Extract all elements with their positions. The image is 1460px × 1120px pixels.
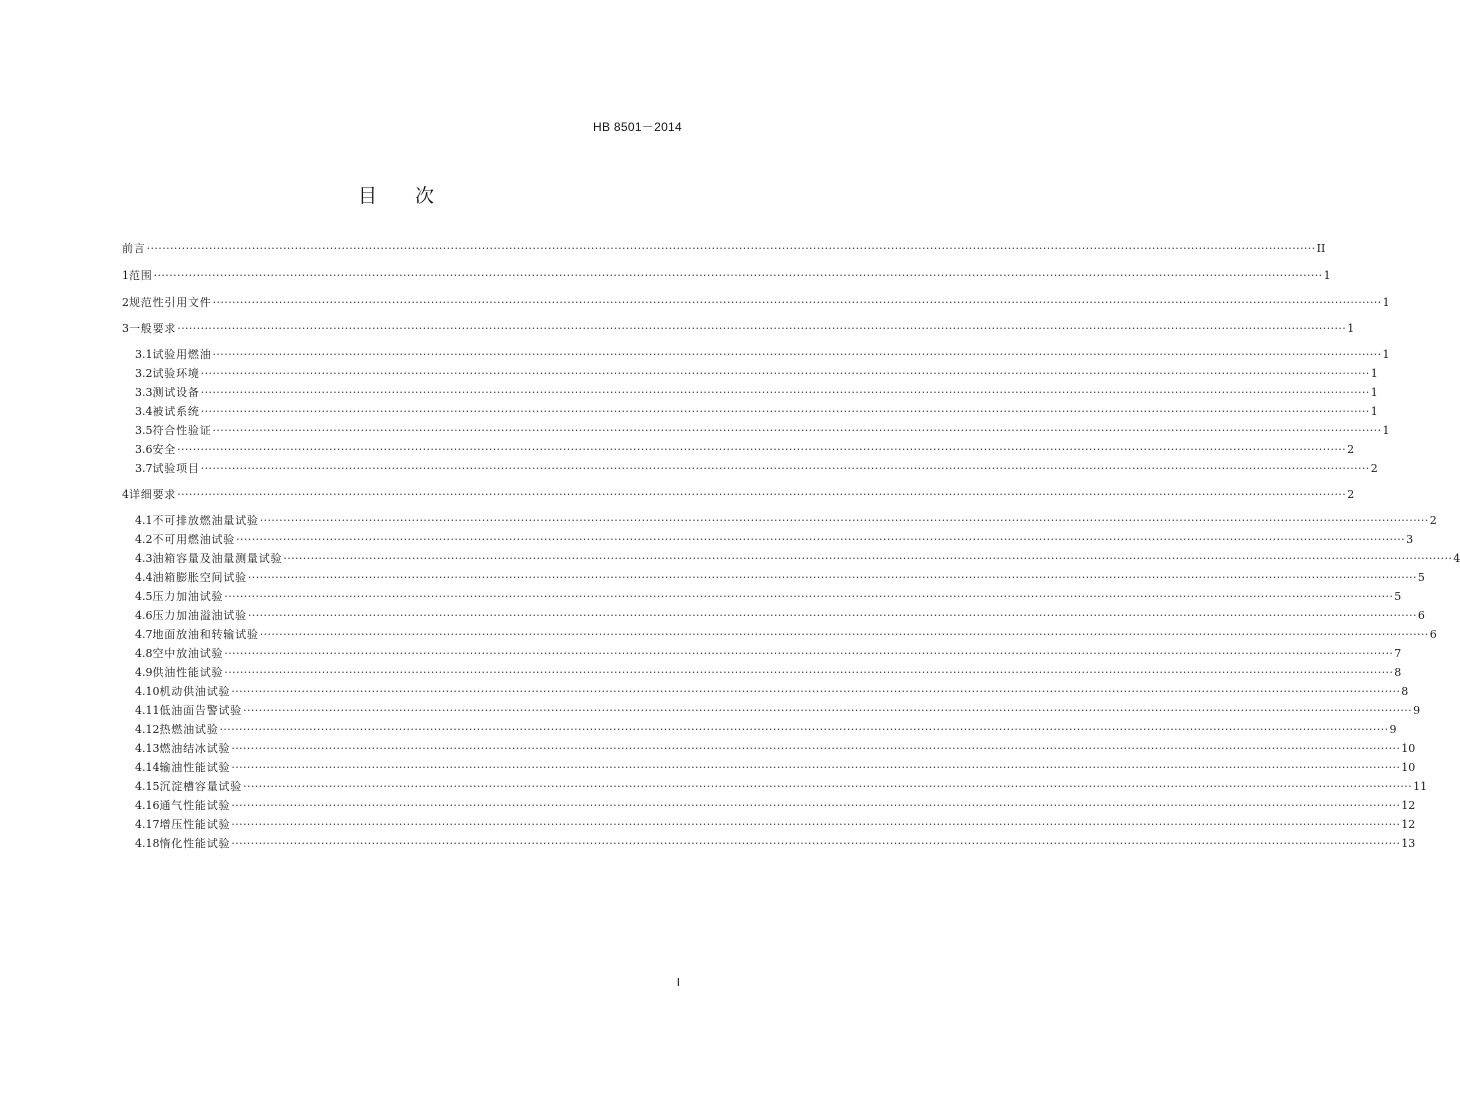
- toc-entry-label: 惰化性能试验: [159, 837, 231, 850]
- toc-leader-dots: ············································································································································································································································································································: [236, 533, 1406, 546]
- toc-entry-page: 2: [1347, 488, 1355, 501]
- toc-entry[interactable]: [135, 588, 1402, 604]
- toc-entry-page: 8: [1401, 685, 1409, 698]
- toc-entry[interactable]: [135, 346, 1390, 362]
- toc-entry-number: 4.18: [135, 837, 160, 850]
- toc-entry-page: 1: [1347, 322, 1355, 335]
- toc-entry[interactable]: [135, 835, 1416, 851]
- toc-entry-page: 11: [1413, 780, 1428, 793]
- toc-entry[interactable]: [135, 460, 1378, 476]
- toc-entry[interactable]: [135, 759, 1416, 775]
- page-number: I: [676, 976, 680, 989]
- toc-entry[interactable]: [135, 531, 1414, 547]
- toc-entry-number: 4.12: [135, 723, 160, 736]
- toc-entry-number: 3.7: [135, 462, 153, 475]
- toc-leader-dots: ············································································································································································································································································································: [231, 818, 1401, 831]
- toc-entry-page: 6: [1417, 609, 1425, 622]
- toc-entry-page: 1: [1370, 367, 1378, 380]
- toc-entry-page: 5: [1394, 590, 1402, 603]
- toc-leader-dots: ············································································································································································································································································································: [243, 704, 1413, 717]
- toc-leader-dots: ············································································································································································································································································································: [224, 666, 1394, 679]
- toc-entry-number: 4.5: [135, 590, 153, 603]
- toc-leader-dots: ············································································································································································································································································································: [247, 609, 1417, 622]
- page-title: 目次: [357, 185, 472, 207]
- toc-entry-number: 3: [122, 322, 129, 335]
- toc-entry[interactable]: [135, 441, 1355, 457]
- document-code: HB 8501－2014: [593, 120, 682, 134]
- toc-entry-number: 4.6: [135, 609, 153, 622]
- toc-entry-number: 4.9: [135, 666, 153, 679]
- toc-entry-page: 8: [1394, 666, 1402, 679]
- toc-entry-label: 压力加油溢油试验: [152, 609, 247, 622]
- toc-entry-page: II: [1316, 242, 1326, 255]
- toc-entry-page: 1: [1382, 424, 1390, 437]
- toc-entry[interactable]: [135, 721, 1397, 737]
- toc-entry-label: 沉淀槽容量试验: [159, 780, 243, 793]
- toc-leader-dots: ············································································································································································································································································································: [247, 571, 1417, 584]
- toc-entry-number: 4.13: [135, 742, 160, 755]
- toc-leader-dots: ············································································································································································································································································································: [231, 685, 1401, 698]
- toc-leader-dots: ············································································································································································································································································································: [231, 742, 1401, 755]
- toc-leader-dots: ············································································································································································································································································································: [212, 424, 1382, 437]
- toc-entry-number: 4.8: [135, 647, 153, 660]
- toc-entry-page: 3: [1406, 533, 1414, 546]
- toc-entry-label: 压力加油试验: [152, 590, 224, 603]
- toc-entry-label: 低油面告警试验: [159, 704, 243, 717]
- toc-entry-page: 6: [1429, 628, 1437, 641]
- toc-entry-number: 4.2: [135, 533, 153, 546]
- toc-entry-number: 4.10: [135, 685, 160, 698]
- toc-entry[interactable]: [135, 626, 1437, 642]
- toc-entry-number: 4.11: [135, 704, 160, 717]
- toc-leader-dots: ············································································································································································································································································································: [231, 837, 1401, 850]
- toc-entry-label: 不可排放燃油量试验: [152, 514, 259, 527]
- toc-entry-label: 试验环境: [152, 367, 200, 380]
- toc-entry-label: 前言: [122, 242, 146, 255]
- toc-entry-label: 油箱容量及油量测量试验: [152, 552, 283, 565]
- toc-entry[interactable]: [135, 607, 1425, 623]
- toc-entry-number: 4.16: [135, 799, 160, 812]
- toc-entry[interactable]: [135, 683, 1409, 699]
- toc-leader-dots: ············································································································································································································································································································: [224, 590, 1394, 603]
- toc-entry-label: 油箱膨胀空间试验: [152, 571, 247, 584]
- toc-entry-number: 3.6: [135, 443, 153, 456]
- toc-entry-page: 9: [1413, 704, 1421, 717]
- toc-entry-page: 2: [1429, 514, 1437, 527]
- toc-entry-number: 4: [122, 488, 129, 501]
- toc-entry-label: 热燃油试验: [159, 723, 219, 736]
- toc-leader-dots: ············································································································································································································································································································: [259, 628, 1429, 641]
- toc-entry[interactable]: [122, 294, 1390, 310]
- toc-entry-page: 1: [1370, 386, 1378, 399]
- toc-entry-number: 3.2: [135, 367, 153, 380]
- toc-entry-label: 不可用燃油试验: [152, 533, 236, 546]
- toc-entry-page: 9: [1389, 723, 1397, 736]
- toc-entry[interactable]: [135, 816, 1416, 832]
- toc-leader-dots: ············································································································································································································································································································: [259, 514, 1429, 527]
- toc-leader-dots: ············································································································································································································································································································: [231, 761, 1401, 774]
- toc-entry-label: 试验项目: [152, 462, 200, 475]
- toc-entry-number: 3.3: [135, 386, 153, 399]
- toc-entry[interactable]: [122, 267, 1331, 283]
- toc-entry-label: 空中放油试验: [152, 647, 224, 660]
- toc-entry[interactable]: [135, 403, 1378, 419]
- toc-leader-dots: ············································································································································································································································································································: [243, 780, 1413, 793]
- toc-leader-dots: ············································································································································································································································································································: [212, 296, 1382, 309]
- toc-entry-page: 12: [1401, 818, 1416, 831]
- toc-leader-dots: ············································································································································································································································································································: [200, 462, 1370, 475]
- toc-leader-dots: ············································································································································································································································································································: [177, 488, 1347, 501]
- toc-leader-dots: ············································································································································································································································································································: [146, 242, 1316, 255]
- toc-entry-page: 7: [1394, 647, 1402, 660]
- toc-entry-number: 3.5: [135, 424, 153, 437]
- toc-entry-label: 范围: [129, 269, 153, 282]
- toc-entry[interactable]: [135, 384, 1378, 400]
- toc-entry[interactable]: [122, 320, 1355, 336]
- toc-entry-number: 4.7: [135, 628, 153, 641]
- toc-entry-page: 1: [1382, 348, 1390, 361]
- toc-entry[interactable]: [135, 550, 1460, 566]
- toc-entry-label: 规范性引用文件: [129, 296, 212, 309]
- toc-entry[interactable]: [135, 569, 1425, 585]
- toc-entry[interactable]: [135, 664, 1402, 680]
- toc-entry-label: 输油性能试验: [159, 761, 231, 774]
- toc-leader-dots: ············································································································································································································································································································: [212, 348, 1382, 361]
- toc-entry-label: 供油性能试验: [152, 666, 224, 679]
- toc-entry-page: 13: [1401, 837, 1416, 850]
- toc-entry-number: 3.4: [135, 405, 153, 418]
- toc-entry-label: 安全: [152, 443, 177, 456]
- toc-leader-dots: ············································································································································································································································································································: [219, 723, 1389, 736]
- toc-entry-number: 4.14: [135, 761, 160, 774]
- toc-entry-page: 2: [1370, 462, 1378, 475]
- toc-leader-dots: ············································································································································································································································································································: [231, 799, 1401, 812]
- toc-entry[interactable]: [135, 740, 1416, 756]
- toc-entry-number: 4.17: [135, 818, 160, 831]
- toc-entry-page: 4: [1453, 552, 1460, 565]
- toc-entry[interactable]: [135, 702, 1421, 718]
- toc-entry-label: 测试设备: [152, 386, 200, 399]
- toc-entry-number: 4.15: [135, 780, 160, 793]
- toc-entry[interactable]: [135, 422, 1390, 438]
- toc-entry-label: 详细要求: [129, 488, 177, 501]
- toc-entry-page: 1: [1382, 296, 1390, 309]
- toc-leader-dots: ············································································································································································································································································································: [177, 322, 1347, 335]
- toc-entry-label: 试验用燃油: [152, 348, 212, 361]
- toc-entry-number: 4.4: [135, 571, 153, 584]
- toc-entry-label: 通气性能试验: [159, 799, 231, 812]
- toc-entry[interactable]: [135, 365, 1378, 381]
- toc-entry[interactable]: [135, 797, 1416, 813]
- toc-entry-page: 12: [1401, 799, 1416, 812]
- toc-entry-page: 10: [1401, 761, 1416, 774]
- toc-entry-number: 1: [122, 269, 129, 282]
- toc-entry-label: 燃油结冰试验: [159, 742, 231, 755]
- toc-entry[interactable]: [135, 645, 1402, 661]
- toc-entry[interactable]: [135, 512, 1437, 528]
- toc-leader-dots: ············································································································································································································································································································: [283, 552, 1453, 565]
- toc-entry-label: 机动供油试验: [159, 685, 231, 698]
- toc-entry[interactable]: [135, 778, 1428, 794]
- toc-entry-number: 2: [122, 296, 129, 309]
- toc-entry[interactable]: [122, 240, 1326, 256]
- toc-entry-label: 地面放油和转输试验: [152, 628, 259, 641]
- toc-leader-dots: ············································································································································································································································································································: [224, 647, 1394, 660]
- toc-entry-label: 符合性验证: [152, 424, 212, 437]
- toc-entry-number: 4.3: [135, 552, 153, 565]
- toc-entry-label: 增压性能试验: [159, 818, 231, 831]
- toc-leader-dots: ············································································································································································································································································································: [200, 367, 1370, 380]
- toc-leader-dots: ············································································································································································································································································································: [200, 386, 1370, 399]
- toc-leader-dots: ············································································································································································································································································································: [153, 269, 1323, 282]
- toc-entry-page: 5: [1417, 571, 1425, 584]
- toc-entry-page: 1: [1370, 405, 1378, 418]
- toc-entry-number: 3.1: [135, 348, 153, 361]
- toc-entry-label: 一般要求: [129, 322, 177, 335]
- toc-entry-label: 被试系统: [152, 405, 200, 418]
- toc-entry[interactable]: [122, 486, 1355, 502]
- toc-entry-number: 4.1: [135, 514, 153, 527]
- toc-leader-dots: ············································································································································································································································································································: [200, 405, 1370, 418]
- toc-entry-page: 10: [1401, 742, 1416, 755]
- toc-entry-page: 2: [1347, 443, 1355, 456]
- toc-entry-page: 1: [1323, 269, 1331, 282]
- toc-leader-dots: ············································································································································································································································································································: [177, 443, 1347, 456]
